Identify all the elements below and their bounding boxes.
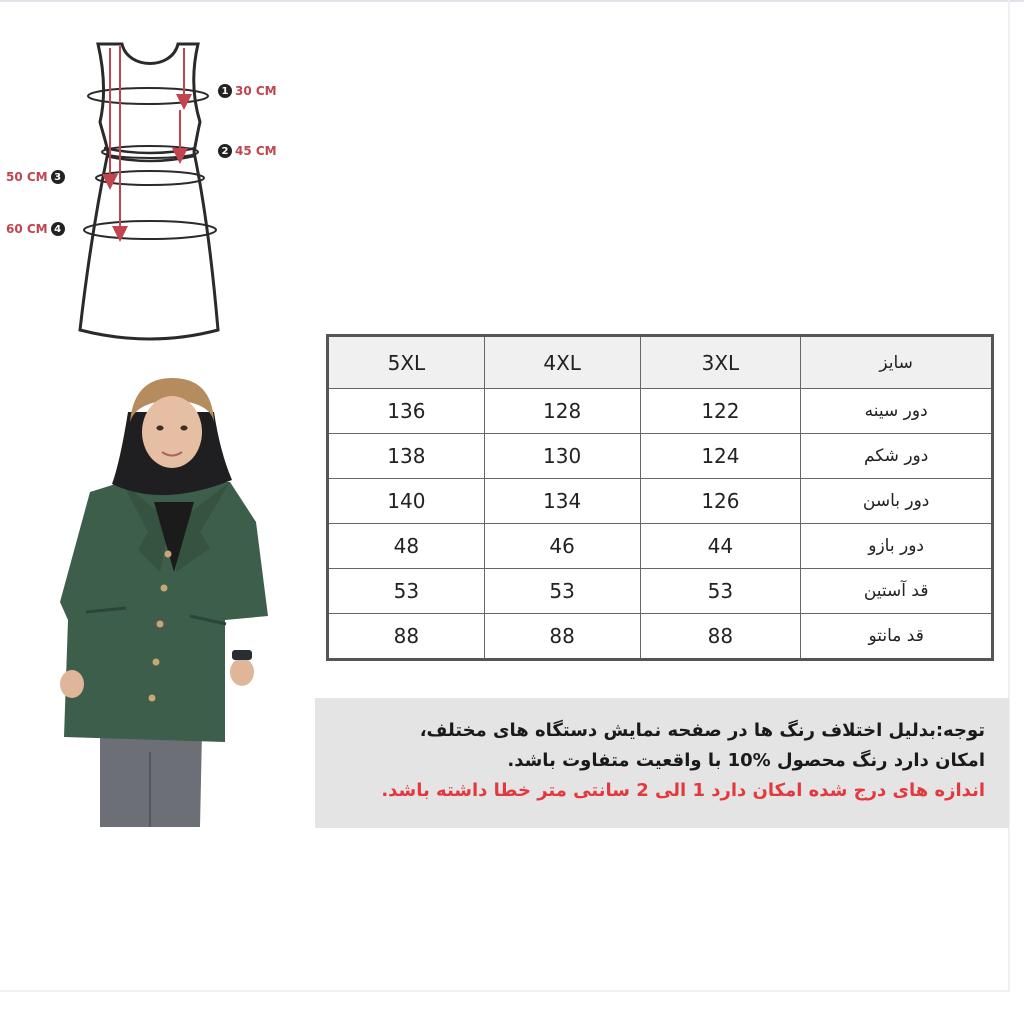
model-wearing-coat-icon — [50, 372, 280, 832]
table-cell: 88 — [640, 614, 801, 660]
table-cell: 124 — [640, 434, 801, 479]
header-size-3xl: 3XL — [640, 336, 801, 389]
table-cell: 46 — [484, 524, 640, 569]
table-cell: 53 — [484, 569, 640, 614]
header-size-label: سایز — [801, 336, 993, 389]
row-label: قد آستین — [801, 569, 993, 614]
header-size-5xl: 5XL — [328, 336, 485, 389]
notice-line-2: امکان دارد رنگ محصول %10 با واقعیت متفاوت باشد. — [507, 750, 985, 771]
measurement-value-3: 50 CM — [6, 170, 48, 184]
table-cell: 138 — [328, 434, 485, 479]
table-row — [328, 389, 993, 434]
right-border — [1008, 0, 1010, 990]
table-cell: 44 — [640, 524, 801, 569]
row-label: دور بازو — [801, 524, 993, 569]
measurement-number-2: 2 — [218, 144, 232, 158]
table-cell: 53 — [640, 569, 801, 614]
table-cell: 140 — [328, 479, 485, 524]
table-cell: 126 — [640, 479, 801, 524]
table-row — [328, 524, 993, 569]
table-row — [328, 569, 993, 614]
measurement-label-2 — [218, 144, 277, 158]
table-row — [328, 479, 993, 524]
table-cell: 134 — [484, 479, 640, 524]
measurement-number-3: 3 — [51, 170, 65, 184]
measurement-number-1: 1 — [218, 84, 232, 98]
measurement-value-1: 30 CM — [235, 84, 277, 98]
measurement-label-4 — [6, 222, 65, 236]
table-row — [328, 434, 993, 479]
table-cell: 136 — [328, 389, 485, 434]
table-row — [328, 614, 993, 660]
table-cell: 130 — [484, 434, 640, 479]
dress-outline-icon — [0, 30, 300, 360]
row-label: دور باسن — [801, 479, 993, 524]
size-chart-table — [326, 334, 994, 661]
header-size-4xl: 4XL — [484, 336, 640, 389]
table-cell: 53 — [328, 569, 485, 614]
notice-line-1: توجه:بدلیل اختلاف رنگ ها در صفحه نمایش دستگاه های مختلف، — [419, 720, 985, 741]
top-border — [0, 0, 1024, 2]
table-cell: 48 — [328, 524, 485, 569]
model-photo — [50, 372, 280, 832]
table-header-row — [328, 336, 993, 389]
notice-box — [315, 698, 1009, 828]
row-label: دور سینه — [801, 389, 993, 434]
measurement-label-1 — [218, 84, 277, 98]
measurement-label-3 — [6, 170, 65, 184]
measurement-number-4: 4 — [51, 222, 65, 236]
table-cell: 88 — [484, 614, 640, 660]
measurement-value-4: 60 CM — [6, 222, 48, 236]
notice-line-3: اندازه های درج شده امکان دارد 1 الی 2 سانتی متر خطا داشته باشد. — [381, 780, 985, 801]
measurement-value-2: 45 CM — [235, 144, 277, 158]
table-cell: 122 — [640, 389, 801, 434]
measurement-diagram — [0, 30, 300, 360]
table-cell: 88 — [328, 614, 485, 660]
table-cell: 128 — [484, 389, 640, 434]
row-label: دور شکم — [801, 434, 993, 479]
bottom-border — [0, 990, 1010, 992]
row-label: قد مانتو — [801, 614, 993, 660]
